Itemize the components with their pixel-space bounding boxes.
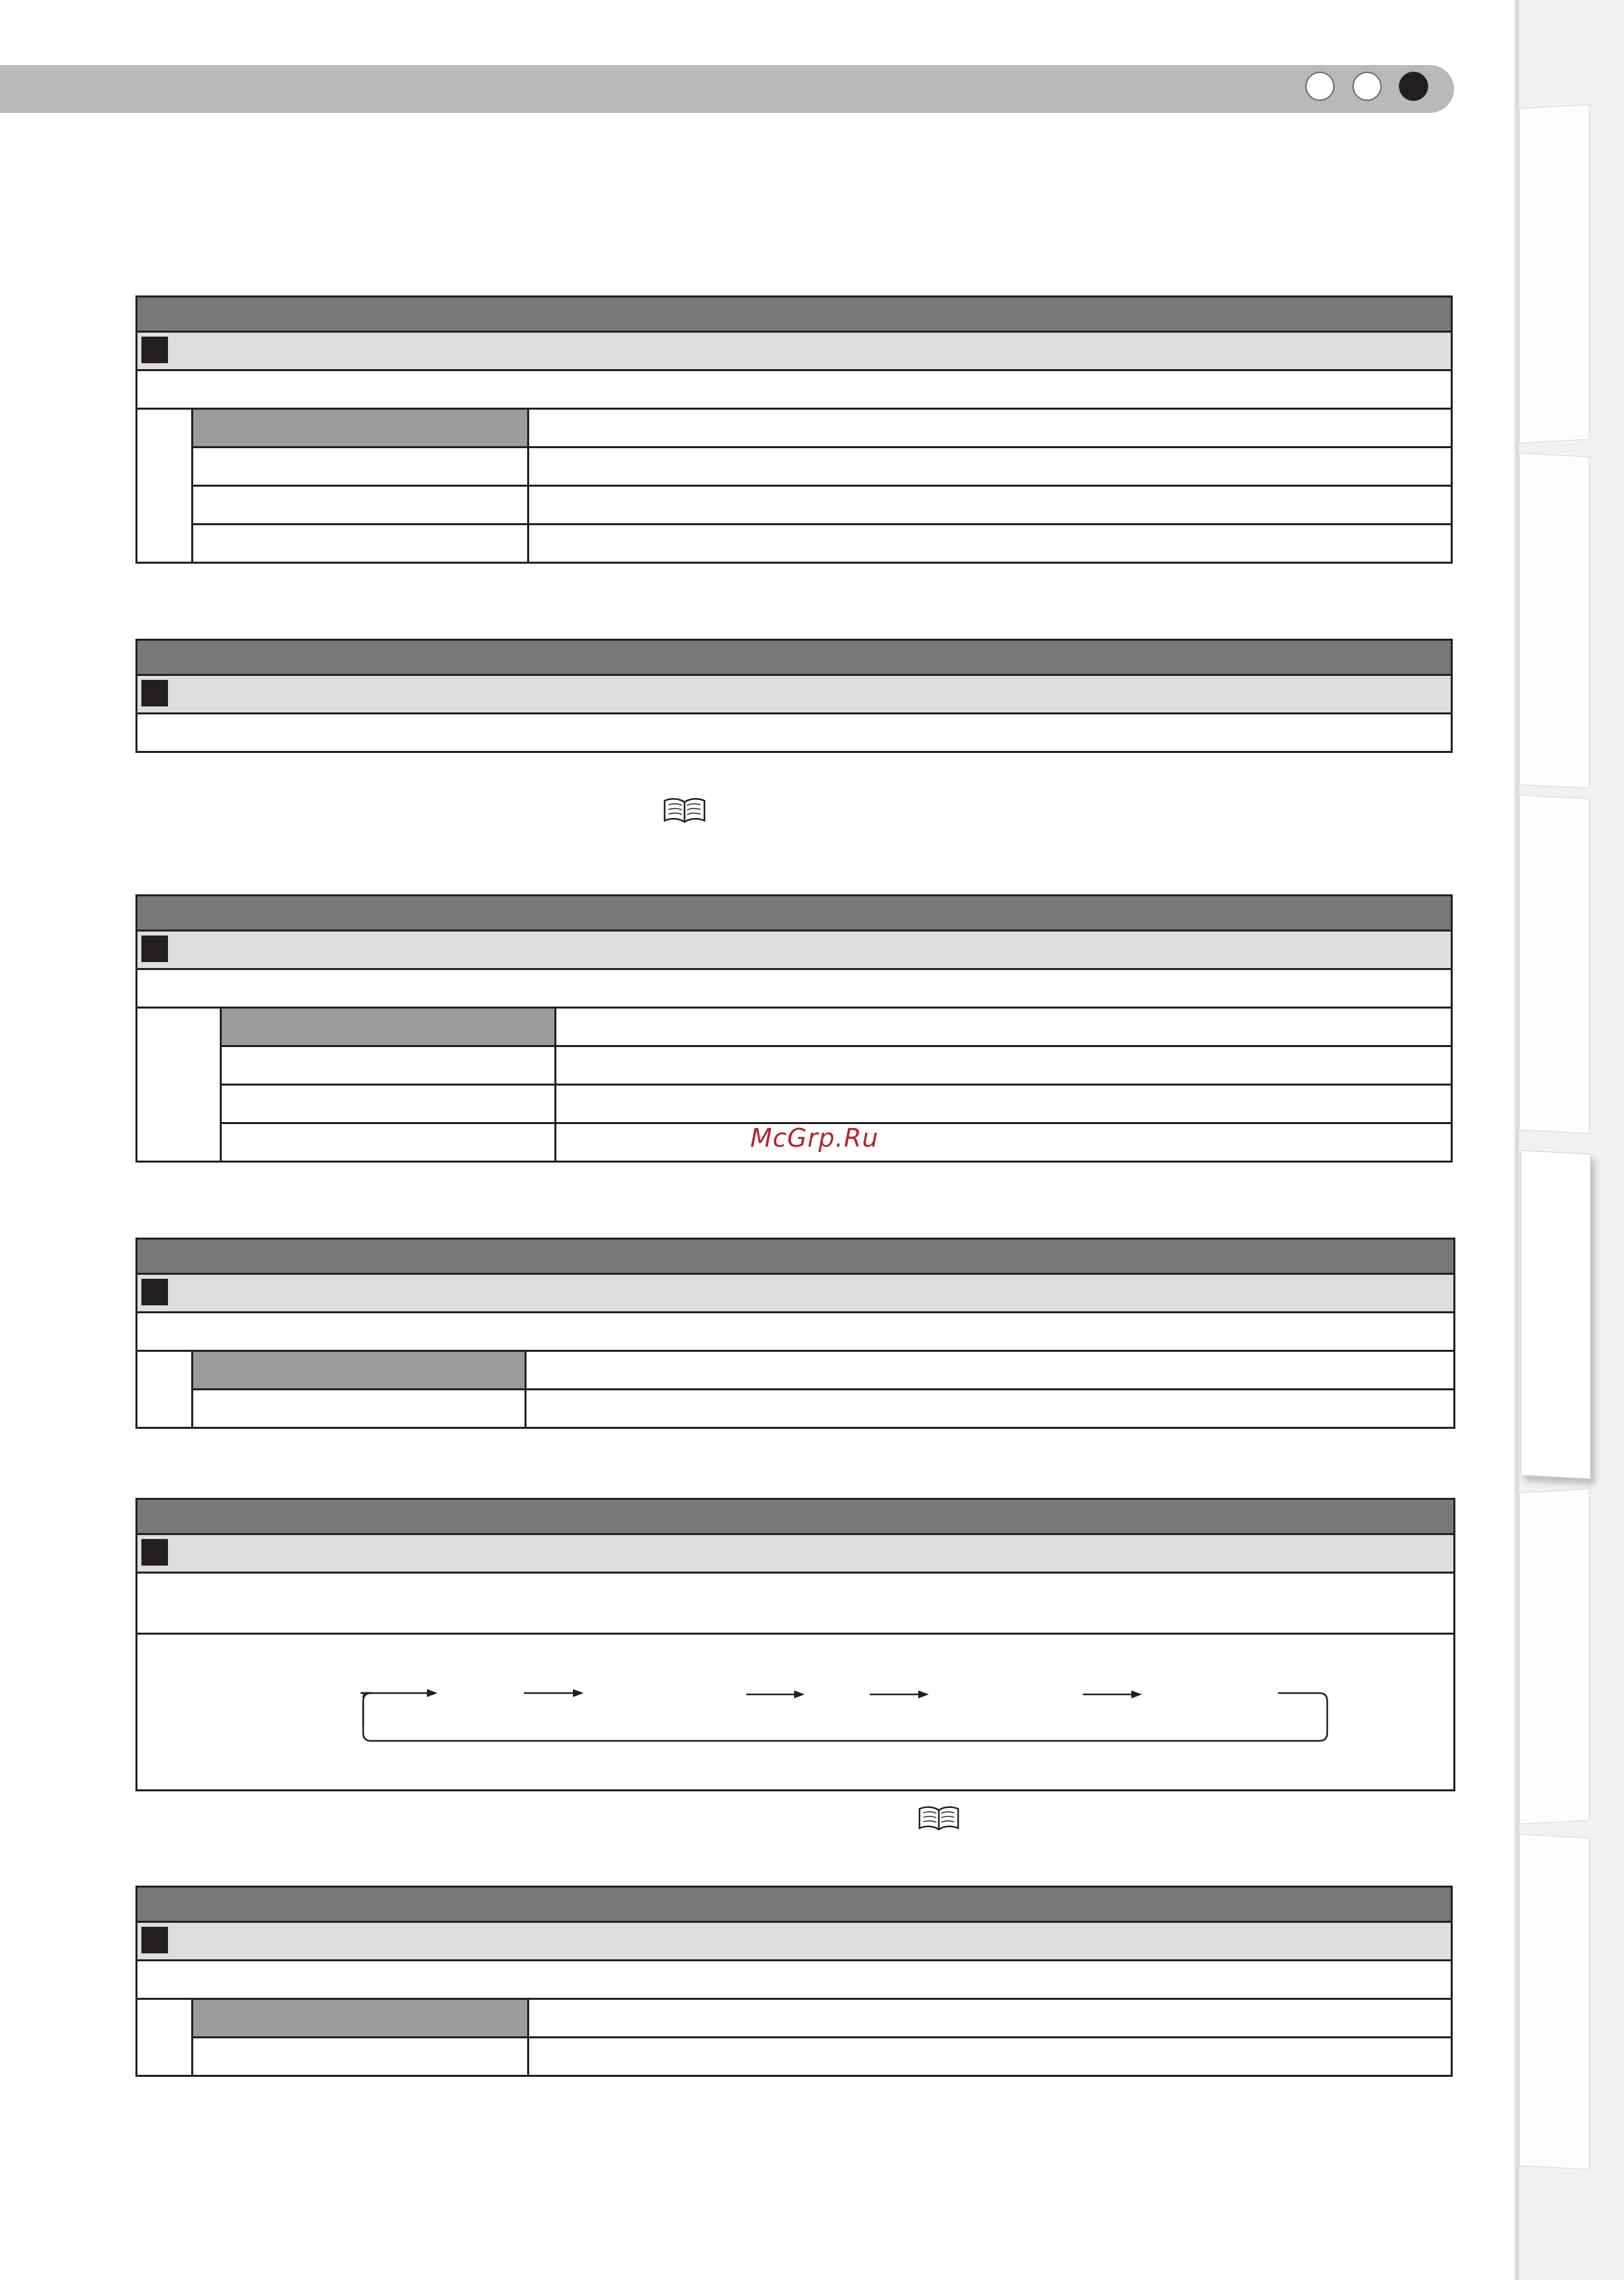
option-name-header — [191, 410, 529, 448]
option-row[interactable] — [220, 1086, 1451, 1124]
cycle-diagram-box — [135, 1635, 1455, 1791]
option-row-header — [220, 1009, 1451, 1047]
option-name — [191, 1390, 527, 1427]
settings-table-6 — [135, 1886, 1453, 2077]
table-title-bar — [135, 1886, 1453, 1923]
option-row-header — [191, 410, 1451, 448]
table-description-row — [135, 1961, 1453, 2000]
table-subtitle-bar — [135, 1275, 1455, 1313]
table-subtitle-bar — [135, 1923, 1453, 1961]
page-indicator-dot-2 — [1352, 72, 1382, 101]
option-name — [191, 2038, 529, 2075]
option-value — [527, 448, 1451, 487]
option-name — [191, 525, 529, 562]
book-icon[interactable] — [663, 797, 706, 823]
option-list — [135, 2000, 1453, 2077]
table-description-row — [135, 1313, 1455, 1352]
option-row[interactable] — [191, 1390, 1453, 1427]
settings-table-5 — [135, 1498, 1455, 1791]
cycle-arrowhead — [427, 1689, 438, 1697]
option-name — [220, 1086, 556, 1124]
cycle-arrowhead — [918, 1690, 929, 1698]
option-row-header — [191, 2000, 1451, 2038]
table-title-bar — [135, 1498, 1455, 1535]
cycle-diagram — [137, 1635, 1453, 1787]
table-subtitle-bar — [135, 1535, 1455, 1574]
option-value — [527, 487, 1451, 525]
page-indicator-dot-1 — [1305, 72, 1335, 101]
option-value — [527, 525, 1451, 562]
item-marker-square — [141, 1279, 168, 1305]
table-description-row — [135, 714, 1453, 753]
side-tab-5[interactable] — [1519, 1489, 1589, 1825]
option-name — [191, 487, 529, 525]
option-value-header — [554, 1009, 1451, 1047]
settings-table-4 — [135, 1238, 1455, 1429]
watermark: McGrp.Ru — [750, 1123, 879, 1153]
side-tab-3[interactable] — [1519, 795, 1589, 1134]
table-subtitle-bar — [135, 333, 1453, 371]
settings-table-2 — [135, 639, 1453, 753]
cycle-arrowhead — [573, 1689, 584, 1697]
cycle-arrowhead — [1131, 1690, 1142, 1698]
option-row[interactable] — [191, 448, 1451, 487]
option-name-header — [191, 2000, 529, 2038]
option-list — [135, 410, 1453, 564]
table-description-row — [135, 970, 1453, 1009]
option-row[interactable] — [220, 1047, 1451, 1086]
option-value-header — [527, 2000, 1451, 2038]
table-title-bar — [135, 1238, 1455, 1275]
settings-table-3 — [135, 894, 1453, 1163]
option-name — [191, 448, 529, 487]
table-description-row — [135, 371, 1453, 410]
item-marker-square — [141, 1539, 168, 1566]
option-value — [554, 1086, 1451, 1124]
option-value — [527, 2038, 1451, 2075]
side-tab-1[interactable] — [1519, 104, 1589, 444]
table-subtitle-bar — [135, 932, 1453, 970]
item-marker-square — [141, 1927, 168, 1953]
option-value — [554, 1124, 1451, 1161]
table-subtitle-bar — [135, 676, 1453, 714]
option-value — [525, 1390, 1453, 1427]
side-tab-4-active[interactable] — [1520, 1150, 1591, 1479]
item-marker-square — [141, 680, 168, 706]
item-marker-square — [141, 337, 168, 363]
page-indicator-dot-3 — [1399, 72, 1428, 101]
header-bar — [0, 65, 1454, 113]
item-marker-square — [141, 936, 168, 962]
option-row[interactable] — [191, 525, 1451, 562]
option-row[interactable] — [191, 2038, 1451, 2075]
option-row-header — [191, 1352, 1453, 1390]
side-tab-6[interactable] — [1519, 1834, 1589, 2170]
table-title-bar — [135, 639, 1453, 676]
option-value-header — [525, 1352, 1453, 1390]
settings-table-1 — [135, 295, 1453, 564]
option-row[interactable] — [191, 487, 1451, 525]
table-title-bar — [135, 894, 1453, 932]
option-name-header — [191, 1352, 527, 1390]
table-description-row — [135, 1574, 1455, 1635]
table-title-bar — [135, 295, 1453, 333]
book-icon[interactable] — [918, 1805, 960, 1831]
option-name — [220, 1124, 556, 1161]
cycle-arrowhead — [794, 1690, 805, 1698]
option-name — [220, 1047, 556, 1086]
option-value-header — [527, 410, 1451, 448]
option-value — [554, 1047, 1451, 1086]
option-name-header — [220, 1009, 556, 1047]
side-tab-2[interactable] — [1519, 453, 1589, 789]
option-list — [135, 1352, 1455, 1429]
